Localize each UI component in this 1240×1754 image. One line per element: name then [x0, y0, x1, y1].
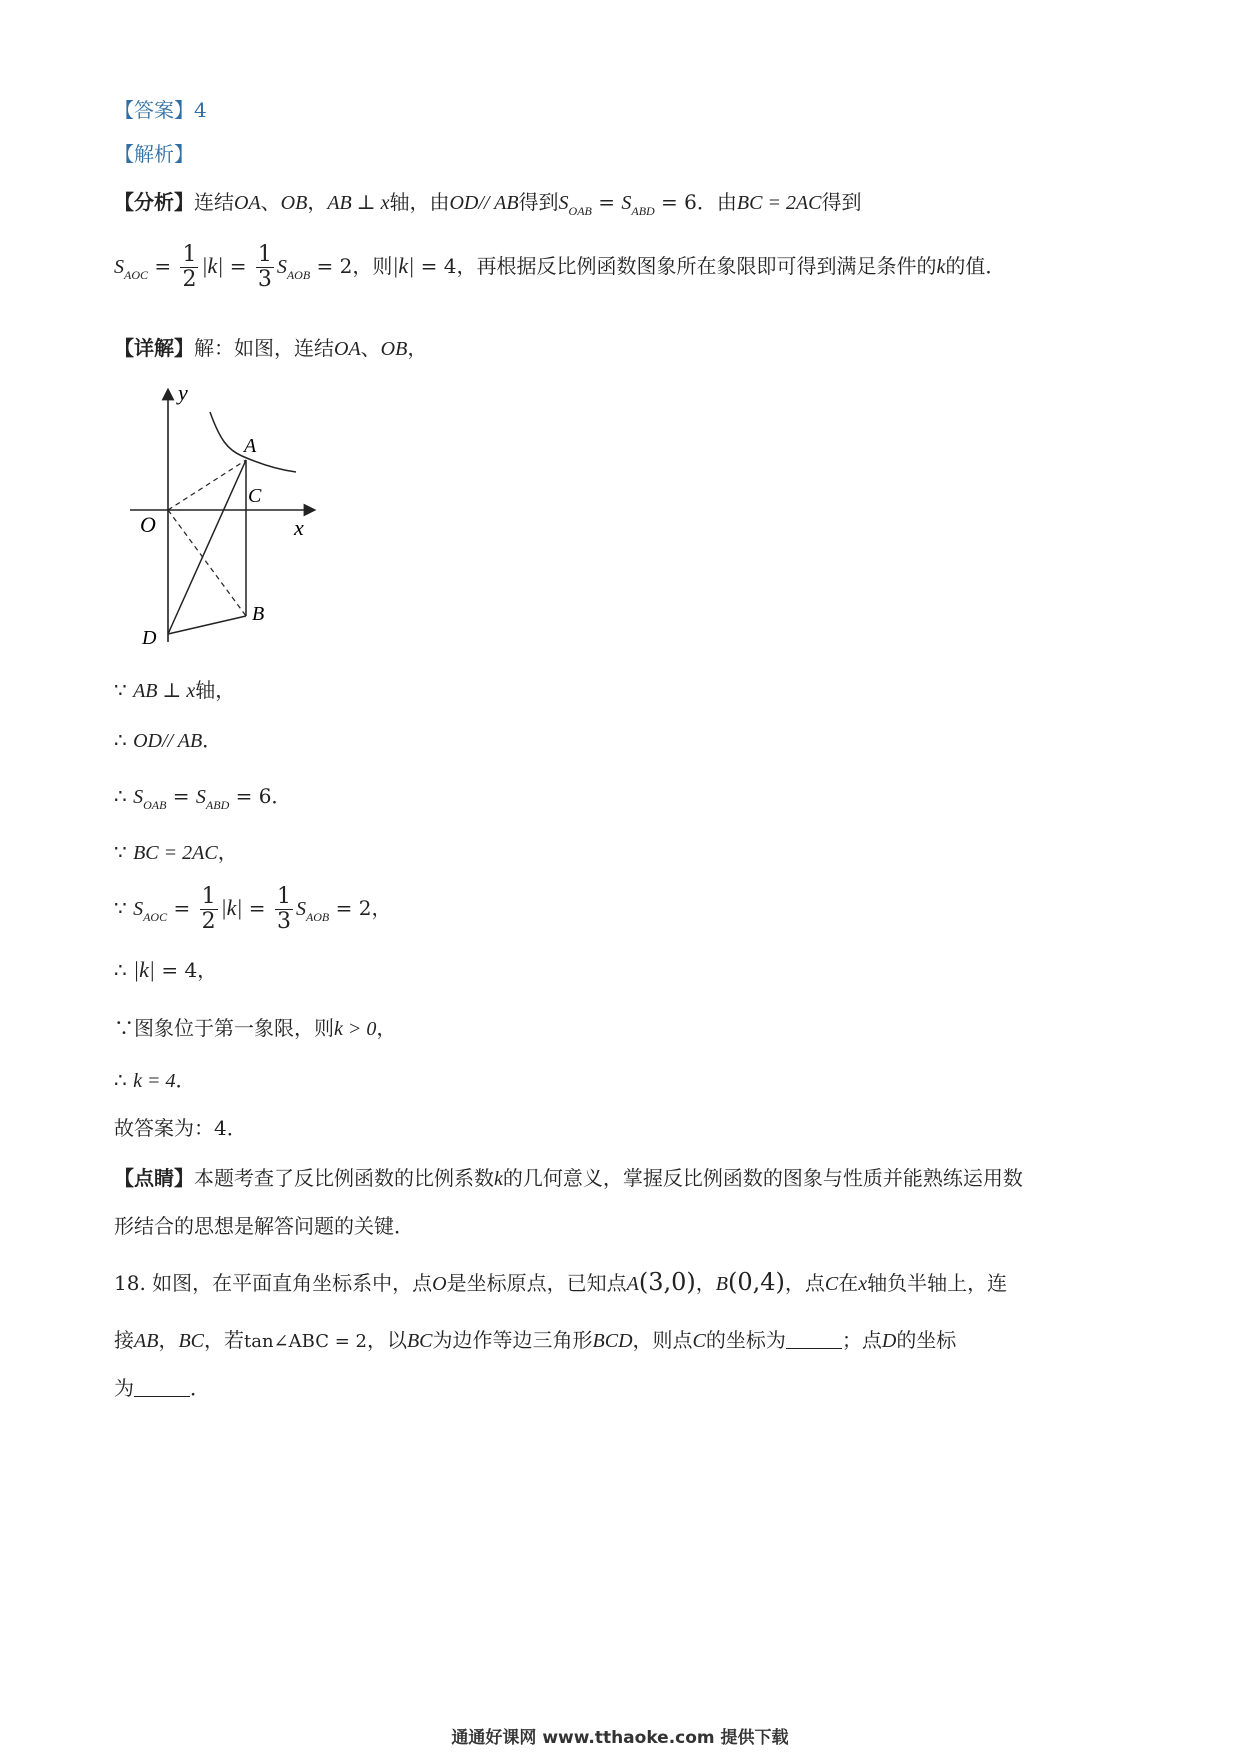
q18-text: 为边作等边三角形	[432, 1328, 593, 1352]
geometry-figure	[120, 380, 320, 660]
dianjing-text: 本题考查了反比例函数的比例系数	[194, 1166, 494, 1190]
math-s: S	[295, 898, 306, 920]
math-tan: tan∠ABC = 2	[244, 1331, 367, 1352]
math-ab-perp: AB ⊥ x	[327, 192, 390, 214]
answer-blank-d	[134, 1376, 190, 1397]
math: BC = 2AC	[133, 842, 218, 864]
math-sub: AOB	[286, 268, 311, 282]
q18-text: 为	[114, 1376, 134, 1400]
label-o: O	[140, 512, 156, 537]
because-symbol: ∵	[114, 896, 127, 920]
q18-line-3	[114, 1374, 210, 1402]
punct: ，	[307, 190, 328, 214]
math-bc-2ac: BC = 2AC	[736, 192, 822, 214]
math-d: D	[881, 1330, 897, 1352]
math-s: S	[133, 786, 144, 808]
fenxi-text: = 6．由	[654, 190, 737, 214]
q18-text: 是坐标原点，已知点	[446, 1271, 627, 1295]
coord-b: (0,4)	[727, 1268, 785, 1296]
step-text: 图象位于第一象限，则	[134, 1016, 334, 1040]
frac-den: 3	[276, 909, 291, 934]
label-b: B	[252, 603, 265, 625]
math-abs-k: |k|	[392, 253, 415, 278]
math-sub: AOB	[305, 910, 330, 924]
q18-text: ；点	[841, 1328, 882, 1352]
math-eq: =	[148, 254, 178, 278]
math-od-parallel-ab: OD// AB	[449, 192, 519, 214]
frac-num: 1	[182, 242, 197, 267]
math-eq: =	[167, 896, 197, 920]
xiangjie-text: 解：如图，连结	[194, 336, 334, 360]
step-1	[114, 676, 235, 705]
fenxi-line-2	[114, 238, 1005, 303]
step-text: = 6．	[229, 784, 292, 808]
math-o: O	[432, 1273, 447, 1295]
math-eq: =	[242, 896, 272, 920]
math-s: S	[195, 786, 206, 808]
math-bc: BC	[406, 1330, 433, 1352]
q18-line-2	[114, 1326, 956, 1356]
math-abs-k: |k|	[220, 895, 243, 920]
math-sub: OAB	[568, 204, 592, 218]
step-text: ．	[202, 728, 223, 752]
step-3	[114, 782, 291, 819]
math-c: C	[692, 1330, 706, 1352]
label-c: C	[248, 485, 262, 507]
math-abs-k: |k|	[201, 253, 224, 278]
because-symbol: ∵	[114, 1016, 134, 1040]
math-sub: AOC	[124, 268, 148, 282]
label-x: x	[294, 515, 304, 540]
frac-num: 1	[276, 884, 291, 909]
math-sub: ABD	[631, 204, 655, 218]
math-k: k	[936, 256, 946, 278]
q18-text: 的坐标	[896, 1328, 957, 1352]
math-s: S	[621, 192, 632, 214]
math: k = 4	[133, 1070, 176, 1092]
q18-text: 如图，在平面直角坐标系中，点	[152, 1271, 433, 1295]
therefore-symbol: ∴	[114, 1068, 127, 1092]
math-s: S	[114, 256, 124, 278]
fenxi-text: 得到	[518, 190, 559, 214]
math-a: A	[626, 1273, 639, 1295]
frac-num: 1	[257, 242, 272, 267]
math-eq: =	[166, 784, 196, 808]
dianjing-line-1	[114, 1164, 1023, 1193]
punct: 、	[260, 190, 281, 214]
fenxi-text: 得到	[821, 190, 862, 214]
segment-bd	[168, 616, 246, 634]
therefore-symbol: ∴	[114, 728, 127, 752]
step-8	[114, 1066, 195, 1095]
q18-text: 接	[114, 1328, 134, 1352]
label-d: D	[142, 627, 157, 649]
math-eq: =	[591, 190, 622, 214]
q18-text: ，则点	[632, 1328, 693, 1352]
answer-tag: 【答案】	[114, 98, 194, 122]
coord-a: (3,0)	[638, 1268, 696, 1296]
footer-watermark: 通通好课网 www.tthaoke.com 提供下载	[451, 1728, 789, 1748]
math-k: k	[494, 1168, 503, 1190]
fenxi-text: = 4，再根据反比例函数图象所在象限即可得到满足条件的	[414, 254, 937, 278]
dianjing-line-2: 形结合的思想是解答问题的关键．	[114, 1214, 414, 1238]
math-sub: OAB	[143, 798, 167, 812]
q18-text: ，点	[784, 1271, 825, 1295]
xiangjie-line	[114, 334, 427, 363]
math-ob: OB	[280, 192, 308, 214]
fraction-third	[256, 243, 274, 292]
fraction-third	[275, 885, 293, 934]
math-bc: BC	[178, 1330, 204, 1352]
fenxi-text: 连结	[194, 190, 234, 214]
segment-ad	[168, 460, 246, 634]
math-oa: OA	[234, 192, 261, 214]
punct: 、	[360, 336, 381, 360]
math-abs-k: |k|	[133, 957, 155, 982]
dianjing-tag: 【点睛】	[114, 1166, 194, 1190]
punct: ，	[407, 336, 428, 360]
q18-text: 在	[838, 1271, 859, 1295]
math-oa: OA	[334, 338, 361, 360]
fenxi-text: = 2，则	[310, 254, 393, 278]
xiangjie-tag: 【详解】	[114, 336, 194, 360]
punct: ．	[190, 1376, 210, 1400]
punct: ，	[695, 1271, 716, 1295]
math-s: S	[133, 898, 144, 920]
frac-den: 2	[201, 909, 216, 934]
frac-den: 2	[182, 267, 197, 292]
math-x: x	[858, 1273, 868, 1295]
because-symbol: ∵	[114, 840, 127, 864]
step-text: ．	[175, 1068, 196, 1092]
math: OD// AB	[133, 730, 203, 752]
conclusion: 故答案为：4．	[114, 1116, 247, 1140]
step-4	[114, 838, 238, 867]
fenxi-text: 的值．	[945, 254, 1006, 278]
frac-num: 1	[201, 884, 216, 909]
question-number: 18.	[114, 1271, 146, 1295]
therefore-symbol: ∴	[114, 784, 127, 808]
label-a: A	[244, 435, 257, 457]
fenxi-tag: 【分析】	[114, 190, 194, 214]
math-sub: AOC	[143, 910, 168, 924]
math-sub: ABD	[205, 798, 230, 812]
step-text: 轴，	[195, 678, 236, 702]
answer-blank-c	[786, 1328, 842, 1349]
fraction-half	[180, 243, 198, 292]
therefore-symbol: ∴	[114, 958, 127, 982]
math: AB ⊥ x	[133, 680, 196, 702]
step-text: = 4，	[154, 958, 218, 982]
because-symbol: ∵	[114, 678, 127, 702]
math-bcd: BCD	[592, 1330, 633, 1352]
frac-den: 3	[257, 267, 272, 292]
math-s: S	[276, 256, 287, 278]
q18-line-1	[114, 1264, 1007, 1302]
fenxi-line-1	[114, 188, 862, 225]
math-ab: AB	[134, 1330, 159, 1352]
step-text: ，	[376, 1016, 397, 1040]
analysis-tag: 【解析】	[114, 142, 194, 166]
fenxi-text: 轴，由	[389, 190, 450, 214]
math-b: B	[715, 1273, 728, 1295]
math-c: C	[824, 1273, 839, 1295]
segment-ob	[168, 510, 246, 616]
math-eq: =	[223, 254, 253, 278]
math-s: S	[558, 192, 569, 214]
math-ob: OB	[380, 338, 408, 360]
step-2	[114, 726, 222, 755]
step-6	[114, 956, 217, 984]
q18-text: 的坐标为	[705, 1328, 786, 1352]
fraction-half	[200, 885, 218, 934]
answer-line	[114, 96, 207, 124]
q18-text: ，若	[204, 1328, 244, 1352]
step-7	[114, 1014, 396, 1043]
step-5	[114, 880, 391, 945]
step-text: = 2，	[329, 896, 392, 920]
step-text: ，	[217, 840, 238, 864]
punct: ，	[158, 1328, 179, 1352]
math: k > 0	[334, 1018, 377, 1040]
q18-text: ，以	[366, 1328, 407, 1352]
q18-text: 轴负半轴上，连	[867, 1271, 1008, 1295]
answer-value: 4	[194, 98, 207, 122]
dianjing-text: 的几何意义，掌握反比例函数的图象与性质并能熟练运用数	[502, 1166, 1023, 1190]
label-y: y	[178, 380, 188, 405]
